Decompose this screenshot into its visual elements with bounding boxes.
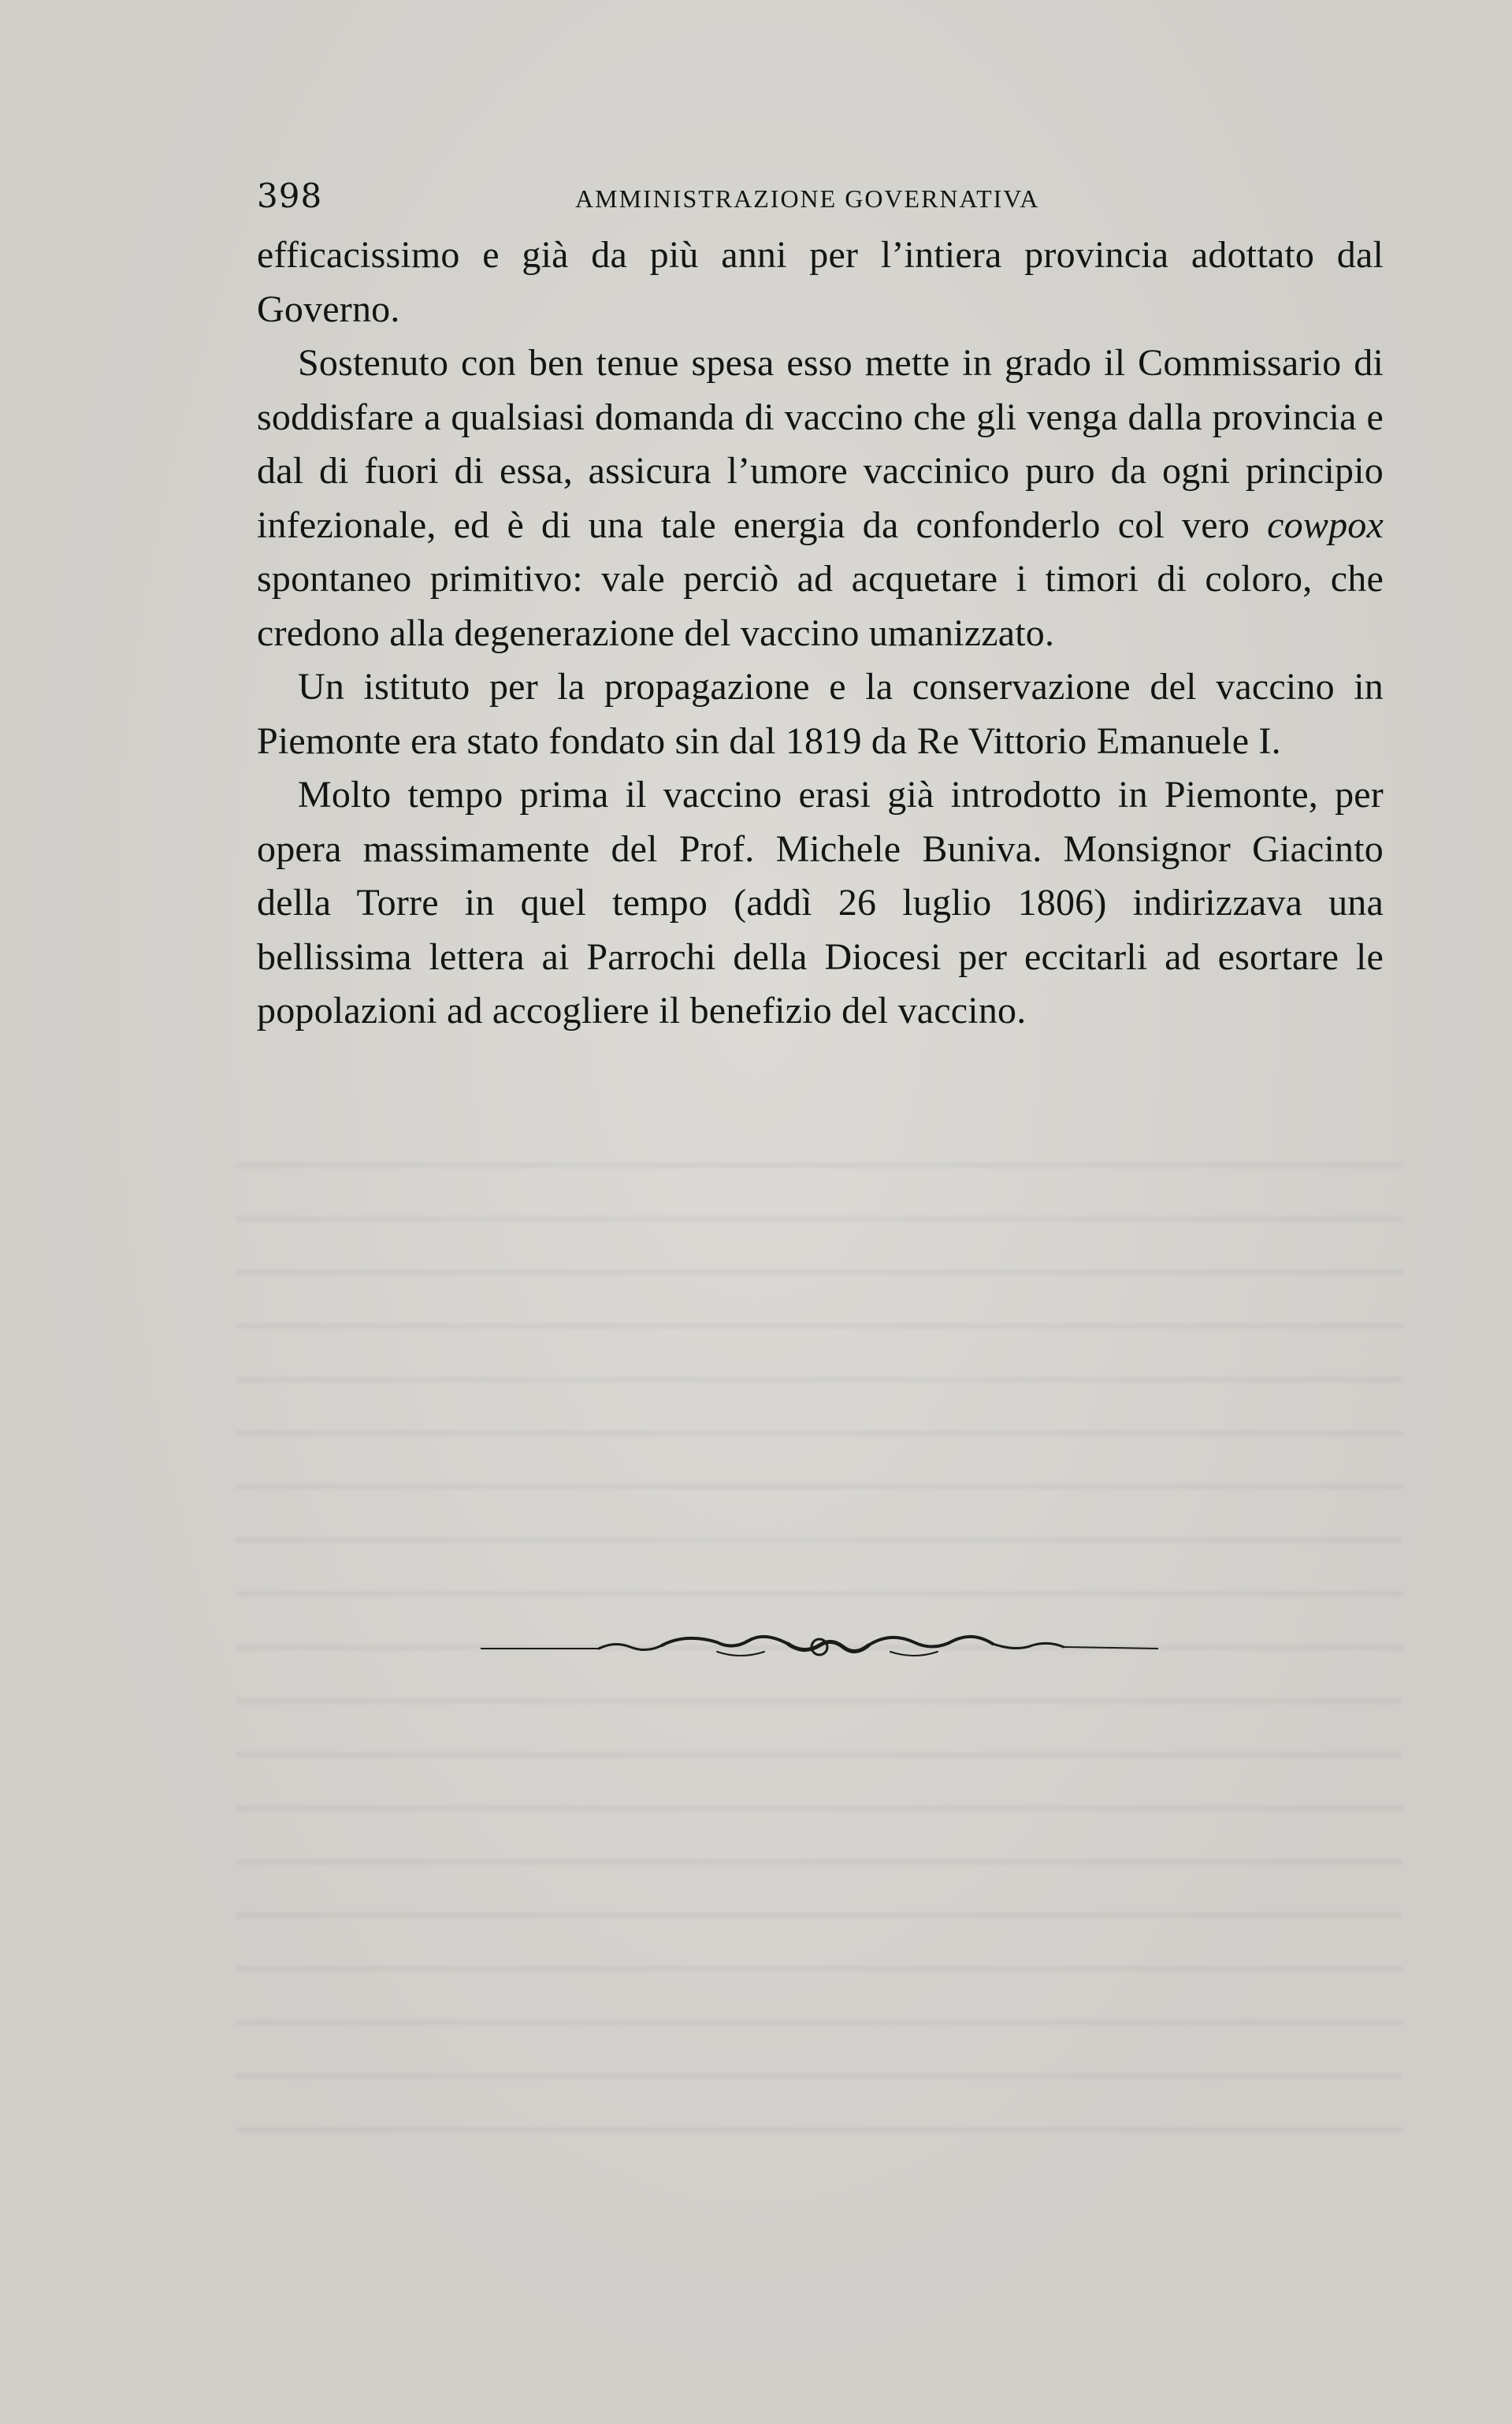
paragraph-3-text: Un istituto per la propagazione e la conservazione del vaccino in Piemonte era stato fondato sin dal 1819 da Re Vittorio Emanuele I.	[257, 666, 1384, 762]
paragraph-4	[257, 768, 1384, 1039]
paragraph-4-text: Molto tempo prima il vaccino erasi già introdotto in Piemonte, per opera massimamente del Prof. Michele Buniva. Monsignor Giacinto della Torre in quel tempo (addì 26 luglio 1806) indirizzava una bellissima lettera ai Parrochi della Diocesi per eccitarli ad esortare le popolazioni ad accogliere il benefizio del vaccino.	[257, 774, 1384, 1032]
paragraph-2-text-after: spontaneo primitivo: vale perciò ad acquetare i timori di coloro, che credono alla degenerazione del vaccino umanizzato.	[257, 558, 1384, 654]
paragraph-2	[257, 336, 1384, 660]
paragraph-1	[257, 229, 1384, 336]
page-number: 398	[257, 177, 323, 215]
body-text	[257, 229, 1384, 1039]
page-header	[257, 177, 1384, 224]
paragraph-2-italic-term: cowpox	[1267, 504, 1384, 546]
paragraph-2-text-before: Sostenuto con ben tenue spesa esso mette in grado il Commissario di soddisfare a qualsiasi domanda di vaccino che gli venga dalla provincia e dal di fuori di essa, assicura l’umore vaccinico puro da ogni principio infezionale, ed è di una tale energia da confonderlo col vero	[257, 342, 1384, 546]
paragraph-1-text: efficacissimo e già da più anni per l’intiera provincia adottato dal Governo.	[257, 234, 1384, 330]
running-head: AMMINISTRAZIONE GOVERNATIVA	[575, 184, 1040, 213]
decorative-rule-ornament-icon	[481, 1623, 1158, 1671]
paragraph-3	[257, 660, 1384, 768]
